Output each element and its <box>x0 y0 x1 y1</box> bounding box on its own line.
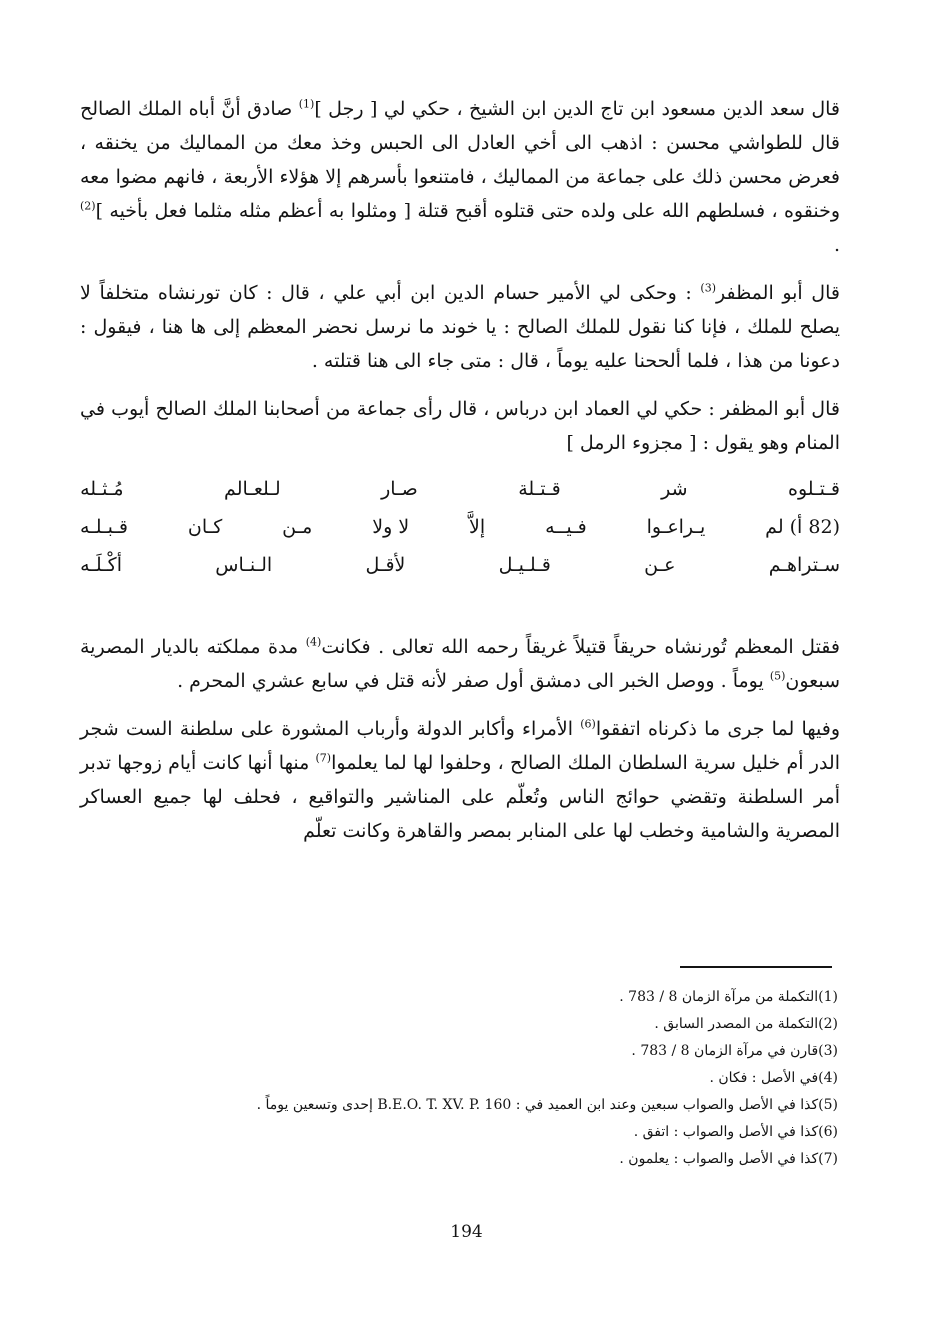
footnote-text: قارن في مرآة الزمان 8 / 783 . <box>631 1043 819 1059</box>
paragraph <box>80 392 840 460</box>
poem-block <box>80 472 840 586</box>
verse-word: شر <box>661 478 688 500</box>
verse-word: لا ولا <box>372 516 410 538</box>
verse-word: صـار <box>381 478 418 500</box>
paragraph <box>80 276 840 378</box>
footnote-ref: (5) <box>769 669 786 683</box>
paragraph-text: الأمراء وأكابر الدولة وأرباب المشورة على سلطنة الست شجر الدر أم خليل سرية السلطان الملك الصالح ، وحلفوا لها لما يعلموا <box>80 718 840 774</box>
footnote <box>120 1065 838 1092</box>
verse-word: لـلعـالم <box>224 478 281 500</box>
footnote-number: (6) <box>818 1124 838 1140</box>
footnote-text: التكملة من مرآة الزمان 8 / 783 . <box>619 989 819 1005</box>
verse-word: إلاَّ <box>469 516 486 538</box>
main-text <box>80 92 840 848</box>
paragraph <box>80 630 840 698</box>
paragraph-text: وفيها لما جرى ما ذكرناه اتفقوا <box>595 718 840 740</box>
footnote-number: (3) <box>818 1043 838 1059</box>
verse-word: قـبـلـه <box>80 516 129 538</box>
footnote-ref: (7) <box>315 751 332 765</box>
footnote-ref: (1) <box>298 97 315 111</box>
footnote-ref: (6) <box>580 717 596 731</box>
footnote-number: (1) <box>818 989 838 1005</box>
footnote-ref: (4) <box>305 635 322 649</box>
paragraph-text: منها أنها كانت أيام زوجها تدبر أمر السلطنة وتقضي حوائج الناس وتُعلّم على المناشير والتواقيع ، فحلف لها جميع العساكر المصرية والشامية وخطب لها على المنابر بمصر والقاهرة وكانت تعلّم <box>80 752 840 842</box>
paragraph-text: قال سعد الدين مسعود ابن تاج الدين ابن الشيخ ، حكي لي [ رجل ] <box>314 98 841 120</box>
footnote <box>120 1146 838 1173</box>
paragraph-text: قال أبو المظفر <box>715 282 840 304</box>
footnote <box>120 1011 838 1038</box>
footnote-text: كذا في الأصل والصواب سبعين وعند ابن العميد في : B.E.O. T. XV. P. 160 إحدى وتسعين يوماً . <box>256 1097 819 1113</box>
verse-word: قـتـلة <box>518 478 561 500</box>
verse-word: (82 أ) لم <box>765 516 840 538</box>
verse-word: كـان <box>187 516 223 538</box>
footnote <box>120 1092 838 1119</box>
verse-line <box>80 548 840 586</box>
verse-word: قـلـيـل <box>498 554 551 576</box>
footnote-text: كذا في الأصل والصواب : اتفق . <box>633 1124 819 1140</box>
footnote-ref: (3) <box>700 281 716 295</box>
paragraph-text: صادق أنَّ أباه الملك الصالح قال للطواشي محسن : اذهب الى أخي العادل الى الحبس وخذ معك من المماليك من يخنقه ، فعرض محسن ذلك على جماعة من المماليك ، فامتنعوا بأسرهم إلا هؤلاء الأربعة ، فانهم مضوا معه وخنقوه ، فسلطهم الله على ولده حتى قتلوه أقبح قتلة [ ومثلوا به أعظم مثله مثلما فعل بأخيه ] <box>80 98 840 222</box>
paragraphs-after-poem <box>80 630 840 848</box>
verse-line <box>80 510 840 548</box>
footnotes <box>120 984 838 1173</box>
footnote-number: (4) <box>818 1070 838 1086</box>
footnote-text: في الأصل : فكان . <box>709 1070 819 1086</box>
verse-word: سـتراهـم <box>768 554 840 576</box>
verse-word: مـن <box>282 516 313 538</box>
page-number: 194 <box>450 1222 483 1242</box>
verse-word: قـتـلوه <box>787 478 840 500</box>
paragraph-text: : وحكى لي الأمير حسام الدين ابن أبي علي ، قال : كان تورنشاه متخلفاً لا يصلح للملك ، فإنا كنا نقول للملك الصالح : يا خوند ما نرسل نحضر المعظم إلى ها هنا ، فيقول : دعونا من هذا ، فلما ألححنا عليه يوماً ، قال : متى جاء الى هنا قتلته . <box>80 282 840 372</box>
paragraphs-before-poem <box>80 92 840 460</box>
footnote-text: كذا في الأصل والصواب : يعلمون . <box>619 1151 819 1167</box>
footnote-ref: (2) <box>80 199 96 213</box>
verse-line <box>80 472 840 510</box>
paragraph <box>80 92 840 262</box>
verse-word: يـراعـوا <box>646 516 706 538</box>
paragraph-text: . <box>833 234 840 256</box>
verse-word: مُـثـله <box>80 478 124 500</box>
footnote-text: التكملة من المصدر السابق . <box>654 1016 819 1032</box>
paragraph-text: فقتل المعظم تُورنشاه حريقاً قتيلاً غريقاً رحمه الله تعالى . فكانت <box>321 636 840 658</box>
footnote <box>120 1119 838 1146</box>
paragraph-text: قال أبو المظفر : حكي لي العماد ابن درباس ، قال رأى جماعة من أصحابنا الملك الصالح أيوب في المنام وهو يقول : [ مجزوء الرمل ] <box>80 398 840 454</box>
paragraph <box>80 712 840 848</box>
verse-word: لأقـل <box>365 554 406 576</box>
paragraph-text: مدة مملكته بالديار المصرية سبعون <box>80 636 840 692</box>
footnote-number: (2) <box>818 1016 838 1032</box>
verse-word: عـن <box>644 554 676 576</box>
footnote <box>120 984 838 1011</box>
footnote-number: (5) <box>818 1097 838 1113</box>
footnote-number: (7) <box>818 1151 838 1167</box>
verse-word: أكْـلَـه <box>80 554 122 576</box>
footnote-separator <box>680 966 832 968</box>
paragraph-text: يوماً . ووصل الخبر الى دمشق أول صفر لأنه قتل في سابع عشري المحرم . <box>177 670 770 692</box>
footnote <box>120 1038 838 1065</box>
verse-word: الـنـاس <box>215 554 273 576</box>
verse-word: فـيــه <box>545 516 587 538</box>
